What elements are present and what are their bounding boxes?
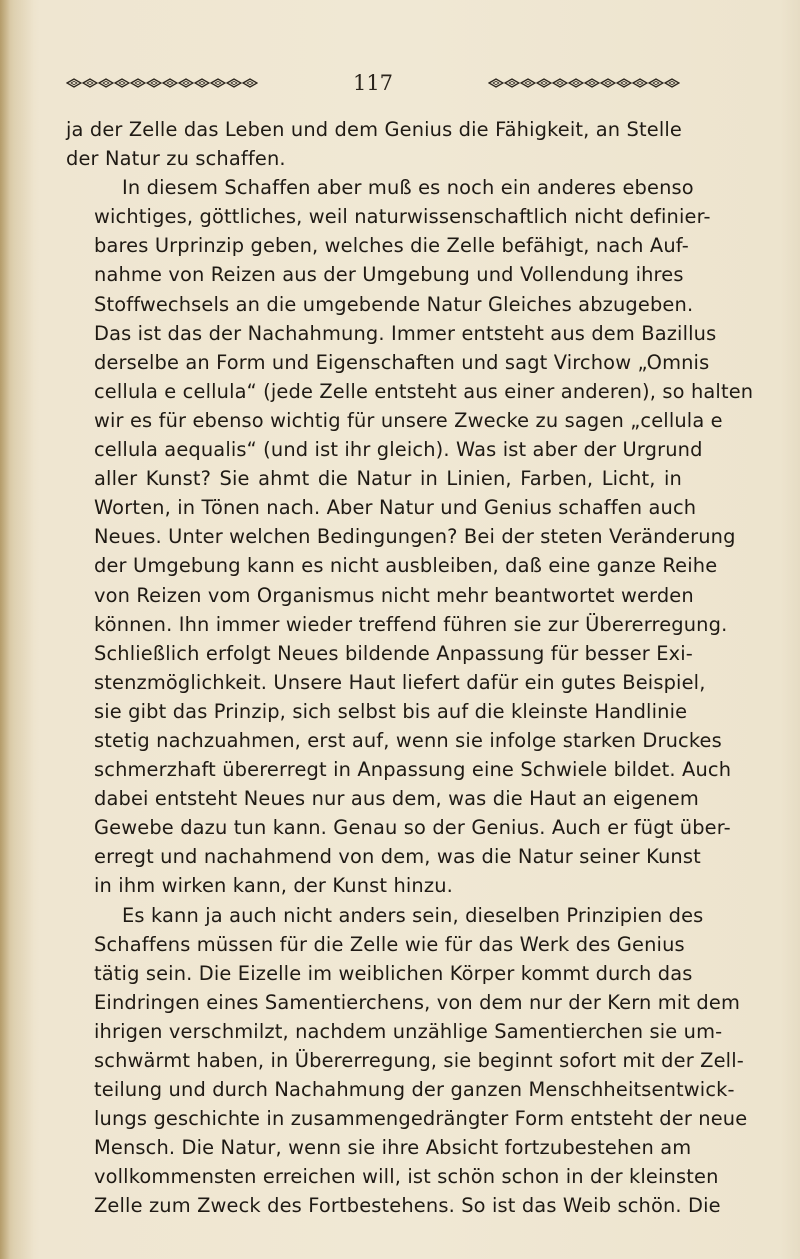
text-line: können. Ihn immer wieder treffend führen sie zur Übererregung.	[94, 612, 728, 636]
text-line: erregt und nachahmend von dem, was die Natur seiner Kunst	[94, 845, 701, 869]
paragraph	[66, 115, 682, 173]
text-line: bares Urprinzip geben, welches die Zelle befähigt, nach Auf-	[94, 234, 689, 258]
paragraph	[66, 173, 754, 900]
body-text	[66, 115, 754, 1221]
text-line: wir es für ebenso wichtig für unsere Zwecke zu sagen „cellula e	[94, 408, 723, 432]
text-line: wichtiges, göttliches, weil naturwissenschaftlich nicht definier-	[94, 205, 711, 229]
text-line: Stoffwechsels an die umgebende Natur Gleiches abzugeben.	[94, 292, 694, 316]
text-line: der Natur zu schaffen.	[66, 147, 286, 171]
text-line: stetig nachzuahmen, erst auf, wenn sie infolge starken Druckes	[94, 728, 722, 752]
diamond-ornament-icon	[146, 78, 162, 88]
diamond-ornament-icon	[66, 78, 82, 88]
ornament-left	[66, 78, 258, 88]
diamond-ornament-icon	[584, 78, 600, 88]
text-line: lungs geschichte in zusammengedrängter Form entsteht der neue	[94, 1107, 748, 1131]
text-line: Schaffens müssen für die Zelle wie für das Werk des Genius	[94, 932, 685, 956]
diamond-ornament-icon	[552, 78, 568, 88]
page-header	[66, 68, 680, 98]
diamond-ornament-icon	[616, 78, 632, 88]
diamond-ornament-icon	[568, 78, 584, 88]
text-line: in ihm wirken kann, der Kunst hinzu.	[94, 874, 453, 898]
text-line: In diesem Schaffen aber muß es noch ein anderes ebenso	[122, 176, 694, 200]
spine-shadow	[0, 0, 34, 1259]
page-number: 117	[352, 70, 394, 95]
text-line: ihrigen verschmilzt, nachdem unzählige Samentierchen sie um-	[94, 1019, 723, 1043]
text-line: tätig sein. Die Eizelle im weiblichen Körper kommt durch das	[94, 961, 693, 985]
text-line: schmerzhaft übererregt in Anpassung eine Schwiele bildet. Auch	[94, 758, 732, 782]
diamond-ornament-icon	[162, 78, 178, 88]
text-line: Zelle zum Zweck des Fortbestehens. So ist das Weib schön. Die	[94, 1194, 721, 1218]
diamond-ornament-icon	[194, 78, 210, 88]
diamond-ornament-icon	[600, 78, 616, 88]
text-line: aller Kunst? Sie ahmt die Natur in Linien, Farben, Licht, in	[94, 467, 682, 491]
text-line: cellula aequalis“ (und ist ihr gleich). Was ist aber der Urgrund	[94, 438, 703, 462]
diamond-ornament-icon	[178, 78, 194, 88]
text-line: Worten, in Tönen nach. Aber Natur und Genius schaffen auch	[94, 496, 697, 520]
text-line: ja der Zelle das Leben und dem Genius die Fähigkeit, an Stelle	[66, 118, 682, 141]
diamond-ornament-icon	[504, 78, 520, 88]
diamond-ornament-icon	[664, 78, 680, 88]
text-line: derselbe an Form und Eigenschaften und sagt Virchow „Omnis	[94, 350, 710, 374]
diamond-ornament-icon	[488, 78, 504, 88]
text-line: der Umgebung kann es nicht ausbleiben, daß eine ganze Reihe	[94, 554, 718, 578]
text-line: teilung und durch Nachahmung der ganzen Menschheitsentwick-	[94, 1078, 735, 1102]
text-line: Neues. Unter welchen Bedingungen? Bei der steten Veränderung	[94, 525, 736, 549]
text-line: Mensch. Die Natur, wenn sie ihre Absicht fortzubestehen am	[94, 1136, 692, 1160]
paragraph	[66, 901, 748, 1221]
diamond-ornament-icon	[114, 78, 130, 88]
ornament-right	[488, 78, 680, 88]
text-line: Schließlich erfolgt Neues bildende Anpassung für besser Exi-	[94, 641, 693, 665]
diamond-ornament-icon	[98, 78, 114, 88]
diamond-ornament-icon	[210, 78, 226, 88]
diamond-ornament-icon	[536, 78, 552, 88]
text-line: Gewebe dazu tun kann. Genau so der Genius. Auch er fügt über-	[94, 816, 731, 840]
diamond-ornament-icon	[82, 78, 98, 88]
text-line: sie gibt das Prinzip, sich selbst bis auf die kleinste Handlinie	[94, 699, 688, 723]
text-line: cellula e cellula“ (jede Zelle entsteht aus einer anderen), so halten	[94, 379, 754, 403]
text-line: Es kann ja auch nicht anders sein, dieselben Prinzipien des	[122, 903, 704, 927]
text-line: von Reizen vom Organismus nicht mehr beantwortet werden	[94, 583, 694, 607]
diamond-ornament-icon	[520, 78, 536, 88]
diamond-ornament-icon	[226, 78, 242, 88]
diamond-ornament-icon	[648, 78, 664, 88]
text-line: dabei entsteht Neues nur aus dem, was die Haut an eigenem	[94, 787, 699, 811]
text-line: vollkommensten erreichen will, ist schön schon in der kleinsten	[94, 1165, 719, 1189]
diamond-ornament-icon	[242, 78, 258, 88]
text-line: nahme von Reizen aus der Umgebung und Vollendung ihres	[94, 263, 684, 287]
text-line: stenzmöglichkeit. Unsere Haut liefert dafür ein gutes Beispiel,	[94, 670, 706, 694]
diamond-ornament-icon	[632, 78, 648, 88]
diamond-ornament-icon	[130, 78, 146, 88]
text-line: schwärmt haben, in Übererregung, sie beginnt sofort mit der Zell-	[94, 1049, 744, 1072]
text-line: Eindringen eines Samentierchens, von dem nur der Kern mit dem	[94, 990, 741, 1014]
text-line: Das ist das der Nachahmung. Immer entsteht aus dem Bazillus	[94, 321, 717, 345]
